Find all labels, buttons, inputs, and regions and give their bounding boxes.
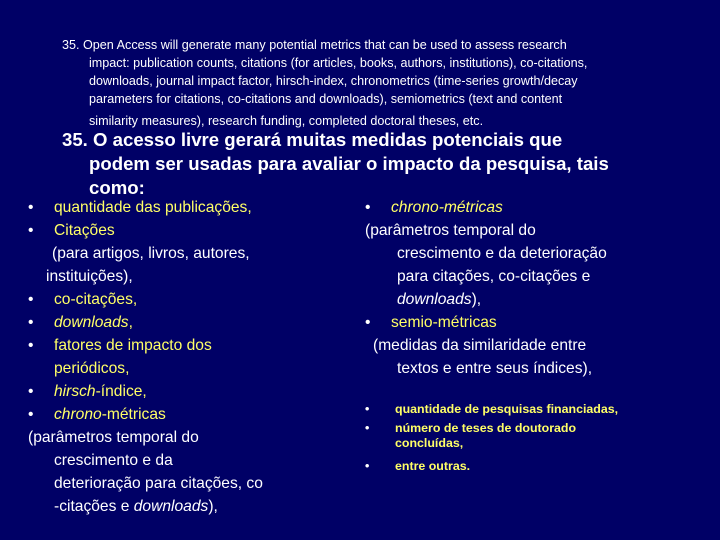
- bullet-icon: •: [365, 421, 370, 435]
- bullet-icon: •: [28, 222, 34, 239]
- list-item: [28, 311, 263, 334]
- item-detail: crescimento e da: [54, 452, 173, 469]
- bullet-icon: •: [28, 314, 34, 331]
- item-text: entre outras.: [395, 459, 471, 473]
- item-text: fatores de impacto dos: [54, 337, 212, 354]
- right-metrics-list: [365, 196, 607, 380]
- item-text: -citações e: [54, 498, 134, 515]
- portuguese-title: [62, 128, 662, 200]
- list-item: [365, 311, 607, 334]
- portuguese-title-line: 35. O acesso livre gerará muitas medidas potenciais que: [62, 129, 563, 150]
- item-text: downloads: [133, 498, 209, 515]
- english-note-line: similarity measures), research funding, completed doctoral theses, etc.: [89, 114, 484, 128]
- list-item: [365, 459, 685, 474]
- item-text: co-citações,: [54, 291, 138, 308]
- item-text: downloads: [54, 314, 129, 331]
- list-item: [365, 402, 685, 417]
- item-text: ),: [208, 498, 218, 515]
- english-note-line: impact: publication counts, citations (for articles, books, authors, institutions), co-citations,: [89, 56, 588, 70]
- list-item: [28, 219, 263, 242]
- portuguese-title-line: podem ser usadas para avaliar o impacto da pesquisa, tais: [89, 153, 609, 174]
- item-detail: (para artigos, livros, autores,: [52, 245, 250, 262]
- bullet-icon: •: [28, 337, 34, 354]
- item-detail: (medidas da similaridade entre: [373, 337, 587, 354]
- item-text: quantidade de pesquisas financiadas,: [395, 402, 619, 416]
- english-note-line: downloads, journal impact factor, hirsch-index, chronometrics (time-series growth/decay: [89, 74, 578, 88]
- item-text-line: número de teses de doutorado: [395, 421, 577, 435]
- item-text: semio-métricas: [391, 314, 497, 331]
- left-metrics-list: [28, 196, 263, 518]
- item-continuation: periódicos,: [54, 360, 130, 377]
- list-item: [365, 196, 607, 219]
- item-text: chrono: [54, 406, 102, 423]
- english-note-line: parameters for citations, co-citations and downloads), semiometrics (text and content: [89, 92, 563, 106]
- bullet-icon: •: [28, 199, 34, 216]
- item-detail: instituições),: [46, 268, 133, 285]
- additional-metrics-list: [365, 402, 685, 478]
- item-detail: deterioração para citações, co: [54, 475, 263, 492]
- list-item: [28, 403, 263, 426]
- item-text: chrono: [391, 199, 439, 216]
- item-detail: crescimento e da deterioração: [397, 245, 607, 262]
- item-text: -métricas: [101, 406, 166, 423]
- portuguese-title-line: como:: [89, 177, 145, 198]
- list-item: [28, 288, 263, 311]
- item-text: ),: [471, 291, 482, 308]
- item-text: downloads: [397, 291, 472, 308]
- list-item: [365, 421, 685, 451]
- item-detail: textos e entre seus índices),: [397, 360, 593, 377]
- english-note-line: 35. Open Access will generate many potential metrics that can be used to assess research: [62, 38, 567, 52]
- bullet-icon: •: [28, 406, 34, 423]
- bullet-icon: •: [28, 291, 34, 308]
- item-text-line: concluídas,: [395, 436, 464, 450]
- bullet-icon: •: [28, 383, 34, 400]
- bullet-icon: •: [365, 199, 371, 216]
- item-text: -métricas: [438, 199, 503, 216]
- list-item: [28, 334, 263, 357]
- bullet-icon: •: [365, 402, 370, 416]
- bullet-icon: •: [365, 459, 370, 473]
- item-detail: [28, 495, 263, 518]
- list-item: [28, 196, 263, 219]
- item-text: quantidade das publicações,: [54, 199, 252, 216]
- item-text: -índice,: [95, 383, 147, 400]
- bullet-icon: •: [365, 314, 371, 331]
- item-text: hirsch: [54, 383, 96, 400]
- item-text: [395, 421, 576, 451]
- list-item: [28, 380, 263, 403]
- item-text: ,: [128, 314, 133, 331]
- english-note: [62, 36, 662, 130]
- item-text: Citações: [54, 222, 115, 239]
- item-detail: [365, 288, 607, 311]
- item-detail: para citações, co-citações e: [397, 268, 591, 285]
- item-detail: (parâmetros temporal do: [28, 429, 199, 446]
- item-detail: (parâmetros temporal do: [365, 222, 536, 239]
